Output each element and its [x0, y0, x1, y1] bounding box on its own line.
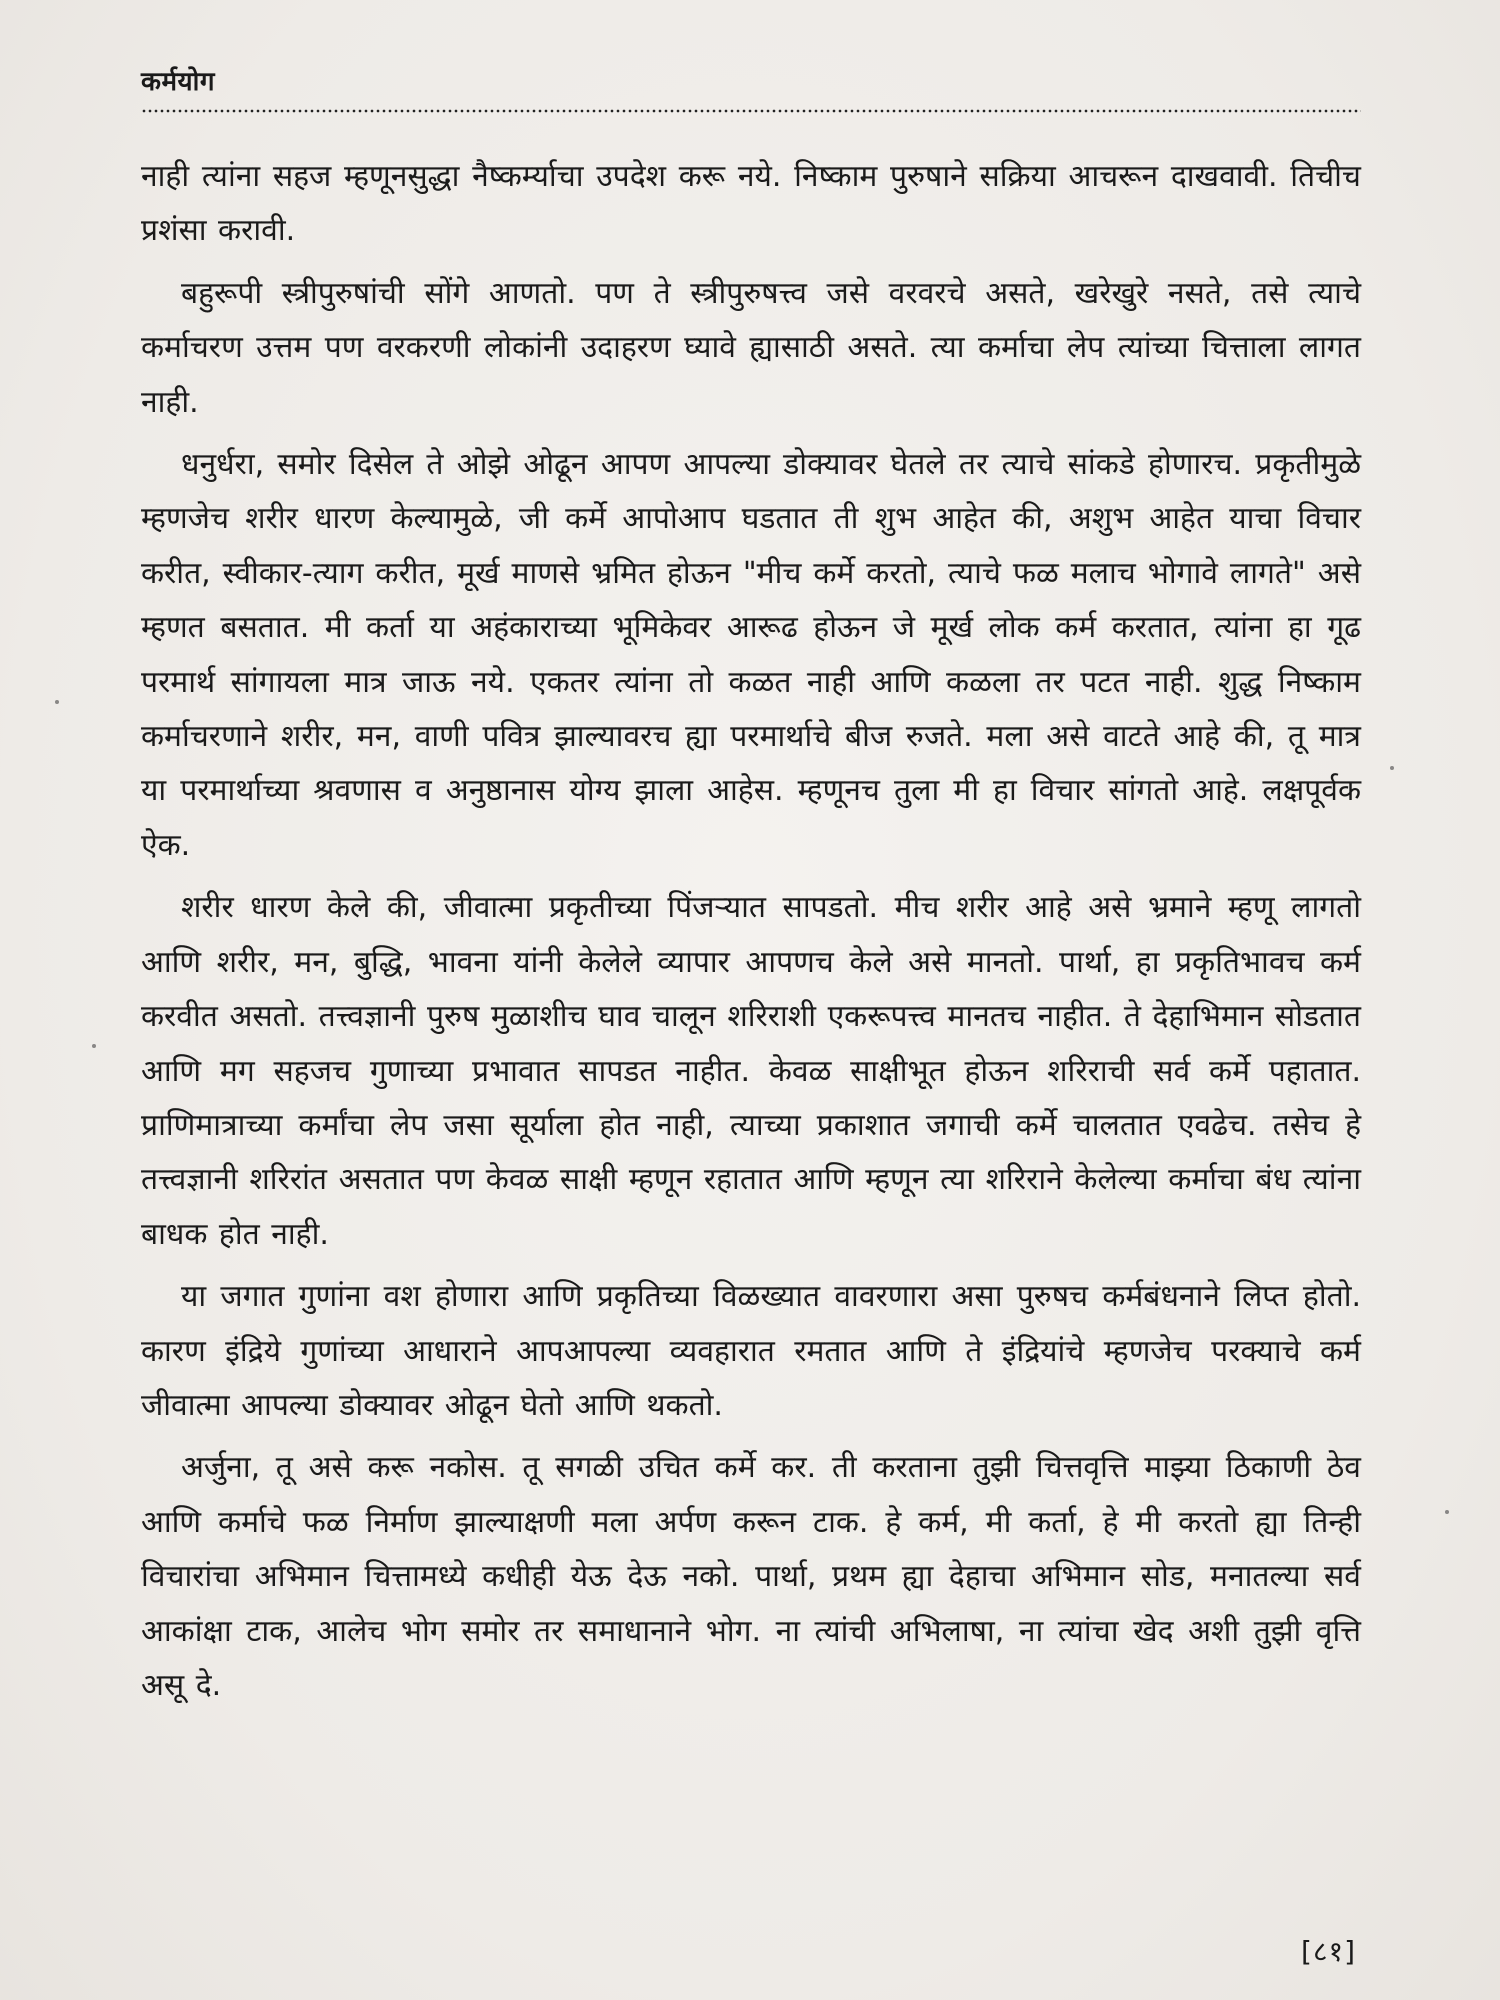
paragraph: धनुर्धरा, समोर दिसेल ते ओझे ओढून आपण आपल्या डोक्यावर घेतले तर त्याचे सांकडे होणारच. प्रकृतीमुळे म्हणजेच शरीर धारण केल्यामुळे, जी कर्मे आपोआप घडतात ती शुभ आहेत की, अशुभ आहेत याचा विचार करीत, स्वीकार-त्याग करीत, मूर्ख माणसे भ्रमित होऊन "मीच कर्मे करतो, त्याचे फळ मलाच भोगावे लागते" असे म्हणत बसतात. मी कर्ता या अहंकाराच्या भूमिकेवर आरूढ होऊन जे मूर्ख लोक कर्म करतात, त्यांना हा गूढ परमार्थ सांगायला मात्र जाऊ नये. एकतर त्यांना तो कळत नाही आणि कळला तर पटत नाही. शुद्ध निष्काम कर्माचरणाने शरीर, मन, वाणी पवित्र झाल्यावरच ह्या परमार्थाचे बीज रुजते. मला असे वाटते आहे की, तू मात्र या परमार्थाच्या श्रवणास व अनुष्ठानास योग्य झाला आहेस. म्हणूनच तुला मी हा विचार सांगतो आहे. लक्षपूर्वक ऐक. [141, 447, 1361, 863]
scan-speck [1390, 766, 1394, 770]
header-dotted-rule [141, 108, 1361, 114]
scan-speck [1445, 1510, 1449, 1514]
paragraph: अर्जुना, तू असे करू नकोस. तू सगळी उचित कर्मे कर. ती करताना तुझी चित्तवृत्ति माझ्या ठिकाणी ठेव आणि कर्माचे फळ निर्माण झाल्याक्षणी मला अर्पण करून टाक. हे कर्म, मी कर्ता, हे मी करतो ह्या तिन्ही विचारांचा अभिमान चित्तामध्ये कधीही येऊ देऊ नको. पार्था, प्रथम ह्या देहाचा अभिमान सोड, मनातल्या सर्व आकांक्षा टाक, आलेच भोग समोर तर समाधानाने भोग. ना त्यांची अभिलाषा, ना त्यांचा खेद अशी तुझी वृत्ति असू दे. [141, 1450, 1361, 1703]
scan-speck [55, 700, 59, 704]
page-number: [८१] [1301, 1935, 1356, 1968]
page-body [141, 150, 1361, 1721]
scan-speck [92, 1044, 96, 1048]
paragraph: या जगात गुणांना वश होणारा आणि प्रकृतिच्या विळख्यात वावरणारा असा पुरुषच कर्मबंधनाने लिप्त होतो. कारण इंद्रिये गुणांच्या आधाराने आपआपल्या व्यवहारात रमतात आणि ते इंद्रियांचे म्हणजेच परक्याचे कर्म जीवात्मा आपल्या डोक्यावर ओढून घेतो आणि थकतो. [141, 1279, 1361, 1423]
running-header: कर्मयोग [141, 67, 215, 97]
paragraph: नाही त्यांना सहज म्हणूनसुद्धा नैष्कर्म्याचा उपदेश करू नये. निष्काम पुरुषाने सक्रिया आचरून दाखवावी. तिचीच प्रशंसा करावी. [141, 159, 1361, 249]
paragraph: बहुरूपी स्त्रीपुरुषांची सोंगे आणतो. पण ते स्त्रीपुरुषत्त्व जसे वरवरचे असते, खरेखुरे नसते, तसे त्याचे कर्माचरण उत्तम पण वरकरणी लोकांनी उदाहरण घ्यावे ह्यासाठी असते. त्या कर्माचा लेप त्यांच्या चित्ताला लागत नाही. [141, 275, 1361, 420]
paragraph: शरीर धारण केले की, जीवात्मा प्रकृतीच्या पिंजऱ्यात सापडतो. मीच शरीर आहे असे भ्रमाने म्हणू लागतो आणि शरीर, मन, बुद्धि, भावना यांनी केलेले व्यापार आपणच केले असे मानतो. पार्था, हा प्रकृतिभावच कर्म करवीत असतो. तत्त्वज्ञानी पुरुष मुळाशीच घाव चालून शरिराशी एकरूपत्त्व मानतच नाहीत. ते देहाभिमान सोडतात आणि मग सहजच गुणाच्या प्रभावात सापडत नाहीत. केवळ साक्षीभूत होऊन शरिराची सर्व कर्मे पहातात. प्राणिमात्राच्या कर्मांचा लेप जसा सूर्याला होत नाही, त्याच्या प्रकाशात जगाची कर्मे चालतात एवढेच. तसेच हे तत्त्वज्ञानी शरिरांत असतात पण केवळ साक्षी म्हणून रहातात आणि म्हणून त्या शरिराने केलेल्या कर्माचा बंध त्यांना बाधक होत नाही. [141, 890, 1361, 1252]
